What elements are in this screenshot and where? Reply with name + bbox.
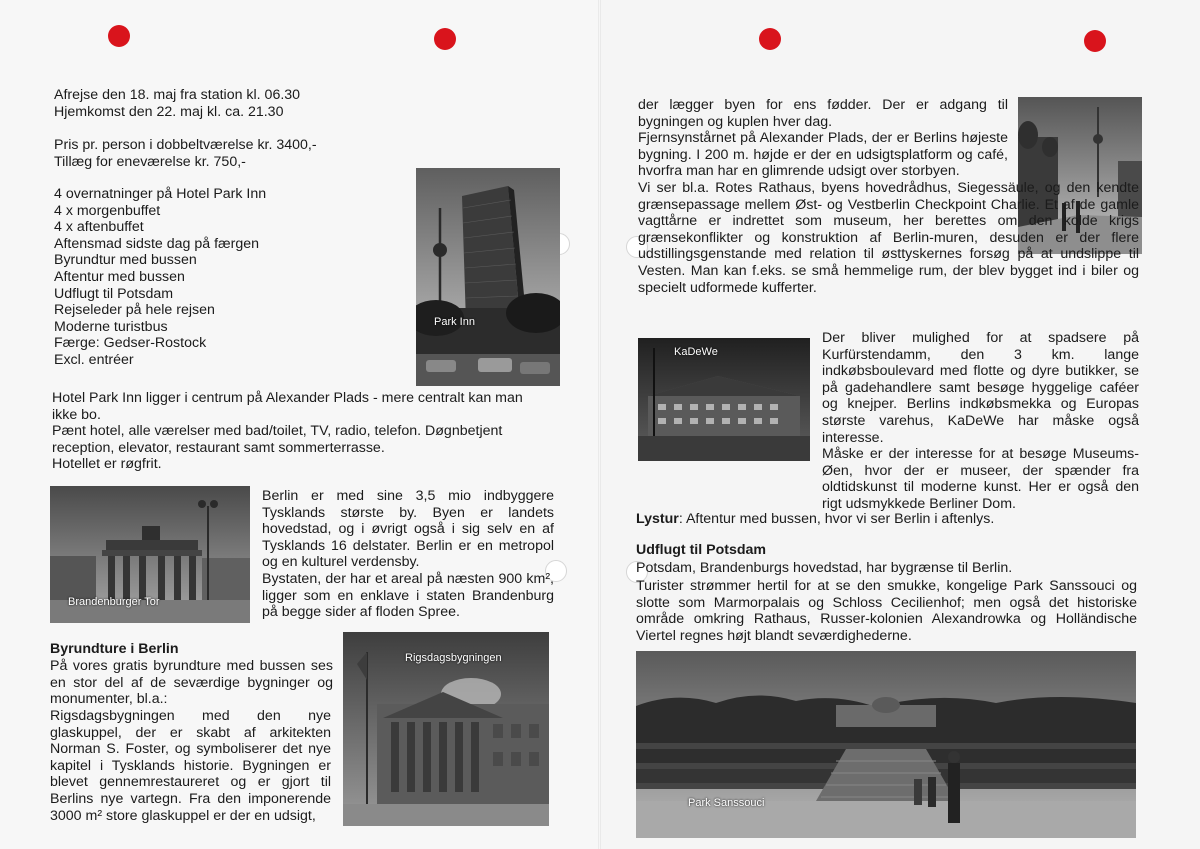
included-item: Moderne turistbus [54,318,168,335]
berlin-area: Bystaten, der har et areal på næsten 900 km², ligger som en enklave i staten Brandenburg på begge sider af floden Spree. [262,570,554,621]
red-dot [108,25,130,47]
museum-text [636,446,1139,512]
photo-rigsdagsbygningen [343,632,549,826]
byrundture-rigsdag: Rigsdagsbygningen med den nye glaskuppel, der er skabt af arkitekten Norman S. Foster, og symboliserer det nye kapitel i Tysklands historie. Bygningen er blevet gennemrestaureret og er gjort til Berlins nye vartegn. Fra den imponerende 3000 m² store glaskuppel er der en udsigt, [50,708,331,824]
included-item: 4 x aftenbuffet [54,219,144,236]
photo-caption: Park Inn [434,316,475,328]
price-line: Pris pr. person i dobbeltværelse kr. 3400,- [54,137,317,153]
photo-caption: Rigsdagsbygningen [405,652,502,664]
hotel-nonsmoking: Hotellet er røgfrit. [52,456,162,473]
berlin-block [262,488,554,621]
kudamm-text: Der bliver mulighed for at spadsere på Kurfürstendamm, den 3 km. lange indkøbsboulevard med flotte og dyre butikker, se på gadehandlere samt besøge hyggelige caféer og knejper. Berlins indkøbsmekka og Europas største varehus, KaDeWe har måske også interesse. [822,330,1139,446]
photo-park-inn [416,168,560,386]
departure-line: Afrejse den 18. maj fra station kl. 06.30 [54,87,301,103]
photo-caption: Park Sanssouci [688,797,765,809]
included-item: 4 overnatninger på Hotel Park Inn [54,186,267,202]
tv-tower-text: Fjernsynstårnet på Alexander Plads, der er Berlins højeste bygning. I 200 m. højde er der en udsigtsplatform og café, hvorfra man har en glimrende udsigt over storbyen. [638,130,1008,180]
hotel-block [52,390,538,473]
lystur-text: : Aftentur med bussen, hvor vi ser Berlin i aftenlys. [678,511,995,527]
hotel-location: Hotel Park Inn ligger i centrum på Alexander Plads - mere centralt kan man ikke bo. [52,390,523,423]
photo-caption: Brandenburger Tor [68,596,160,608]
included-item: Færge: Gedser-Rostock [54,335,207,352]
photo-brandenburger-tor [50,486,250,623]
potsdam-line-1: Potsdam, Brandenburgs hovedstad, har bygrænse til Berlin. [636,560,1013,576]
hotel-facilities: Pænt hotel, alle værelser med bad/toilet, TV, radio, telefon. Døgnbetjent reception, elevator, restaurant samt sommerterrasse. [52,423,503,456]
included-item: Udflugt til Potsdam [54,285,174,302]
photo-kadewe [638,338,810,461]
lystur-line [636,511,1136,528]
included-item: Excl. entréer [54,351,134,368]
included-item: Aftensmad sidste dag på færgen [54,235,260,252]
included-item: Byrundtur med bussen [54,252,197,269]
photo-park-sanssouci [636,651,1136,838]
potsdam-line-2: Turister strømmer hertil for at se den smukke, kongelige Park Sanssouci og slotte som Marmorpalais og Schloss Cecilienhof; men også det historiske område omkring Rathaus, Russer-kolonien Alexandrowka og Holländische Viertel regnes højt blandt seværdighederne. [636,578,1137,644]
rathaus-text: Vi ser bl.a. Rotes Rathaus, byens hovedrådhus, Siegessäule, og den kendte grænsepassage mellem Øst- og Vestberlin Checkpoint Charlie. Et af de gamle vagttårne er indrettet som museum, her berettes om den kolde krigs grænsekonflikter og konstruktion af Berlin-muren, desuden er der flere udstillingsgenstande med relation til østtyskernes forsøg på at undslippe til Vesten. Man kan f.eks. se små hemmelige rum, der blev bygget ind i biler og specielt udformede kufferter. [638,180,1139,296]
photo-caption: KaDeWe [674,346,718,358]
included-list [54,186,266,369]
museum-text-body: Måske er der interesse for at besøge Museums-Øen, hvor der er museer, der spænder fra oldtidskunst til moderne kunst. Her er også den rigt udsmykkede Berliner Dom. [822,446,1139,512]
continuation-top: der lægger byen for ens fødder. Der er adgang til bygningen og kuplen hver dag. [638,97,1008,130]
return-line: Hjemkomst den 22. maj kl. ca. 21.30 [54,103,284,120]
berlin-intro: Berlin er med sine 3,5 mio indbyggere Tysklands største by. Byen er landets hovedstad, og i øvrigt også i sig selv en af Tysklands 16 delstater. Berlin er en metropol og en kulturel verdensby. [262,488,554,571]
byrundture-intro: På vores gratis byrundture med bussen ses en stor del af de seværdige bygninger og monumenter, bl.a.: [50,658,333,708]
included-item: 4 x morgenbuffet [54,202,161,219]
included-item: Rejseleder på hele rejsen [54,302,215,319]
potsdam-heading: Udflugt til Potsdam [636,542,767,558]
red-dot [434,28,456,50]
included-item: Aftentur med bussen [54,268,185,285]
supplement-line: Tillæg for eneværelse kr. 750,- [54,153,246,170]
red-dot [1084,30,1106,52]
lystur-label: Lystur [636,511,679,527]
red-dot [759,28,781,50]
departure-block [54,87,300,120]
page-fold [598,0,601,849]
byrundture-heading: Byrundture i Berlin [50,641,179,657]
price-block [54,137,317,170]
